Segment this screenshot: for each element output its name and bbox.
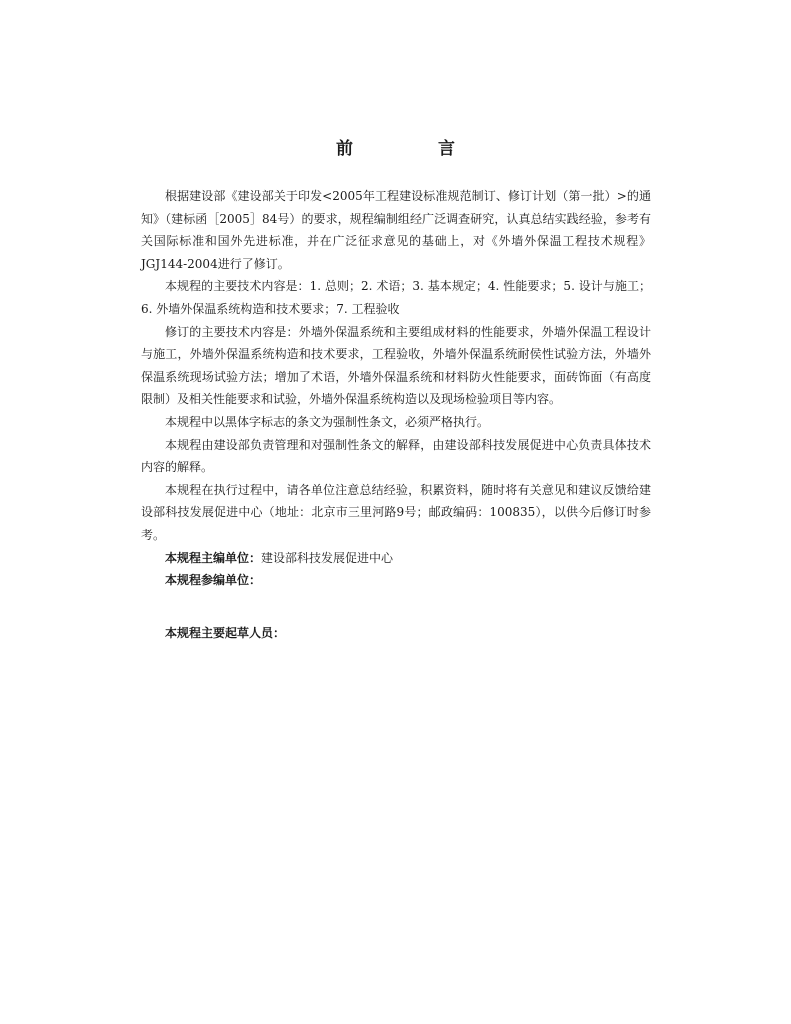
paragraph-main-content: 本规程的主要技术内容是：1. 总则；2. 术语；3. 基本规定；4. 性能要求；5. 设计与施工；6. 外墙外保温系统构造和技术要求；7. 工程验收: [141, 279, 651, 316]
page-title: 前 言: [336, 139, 489, 159]
chief-unit-value: 建设部科技发展促进中心: [261, 550, 394, 565]
paragraph-revision-content: 修订的主要技术内容是：外墙外保温系统和主要组成材料的性能要求，外墙外保温工程设计与施工，外墙外保温系统构造和技术要求，工程验收，外墙外保温系统耐侯性试验方法，外墙外保温系统现场试验方法；增加了术语，外墙外保温系统和材料防火性能要求，面砖饰面（有高度限制）及相关性能要求和试验，外墙外保温系统构造以及现场检验项目等内容。: [141, 324, 651, 407]
chief-unit-line: [141, 547, 651, 570]
paragraph-mandatory-clauses: 本规程中以黑体字标志的条文为强制性条文，必须严格执行。: [165, 414, 490, 429]
paragraph-feedback: 本规程在执行过程中，请各单位注意总结经验，积累资料，随时将有关意见和建议反馈给建设部科技发展促进中心（地址：北京市三里河路9号；邮政编码：100835），以供今后修订时参考。: [141, 482, 651, 542]
paragraph-background: 根据建设部《建设部关于印发<2005年工程建设标准规范制订、修订计划（第一批）>的通知》（建标函［2005］84号）的要求，规程编制组经广泛调查研究，认真总结实践经验，参考有关国际标准和国外先进标准，并在广泛征求意见的基础上，对《外墙外保温工程技术规程》JGJ144-2004进行了修订。: [141, 189, 651, 271]
participating-units-label: 本规程参编单位：: [165, 573, 262, 588]
main-drafters-line: [141, 622, 651, 645]
paragraph-management: 本规程由建设部负责管理和对强制性条文的解释，由建设部科技发展促进中心负责具体技术内容的解释。: [141, 437, 651, 475]
chief-unit-label: 本规程主编单位：: [165, 550, 262, 565]
main-drafters-label: 本规程主要起草人员：: [165, 625, 286, 640]
participating-units-line: [141, 569, 651, 592]
spacer: [141, 592, 651, 622]
preface-body: [141, 185, 651, 644]
